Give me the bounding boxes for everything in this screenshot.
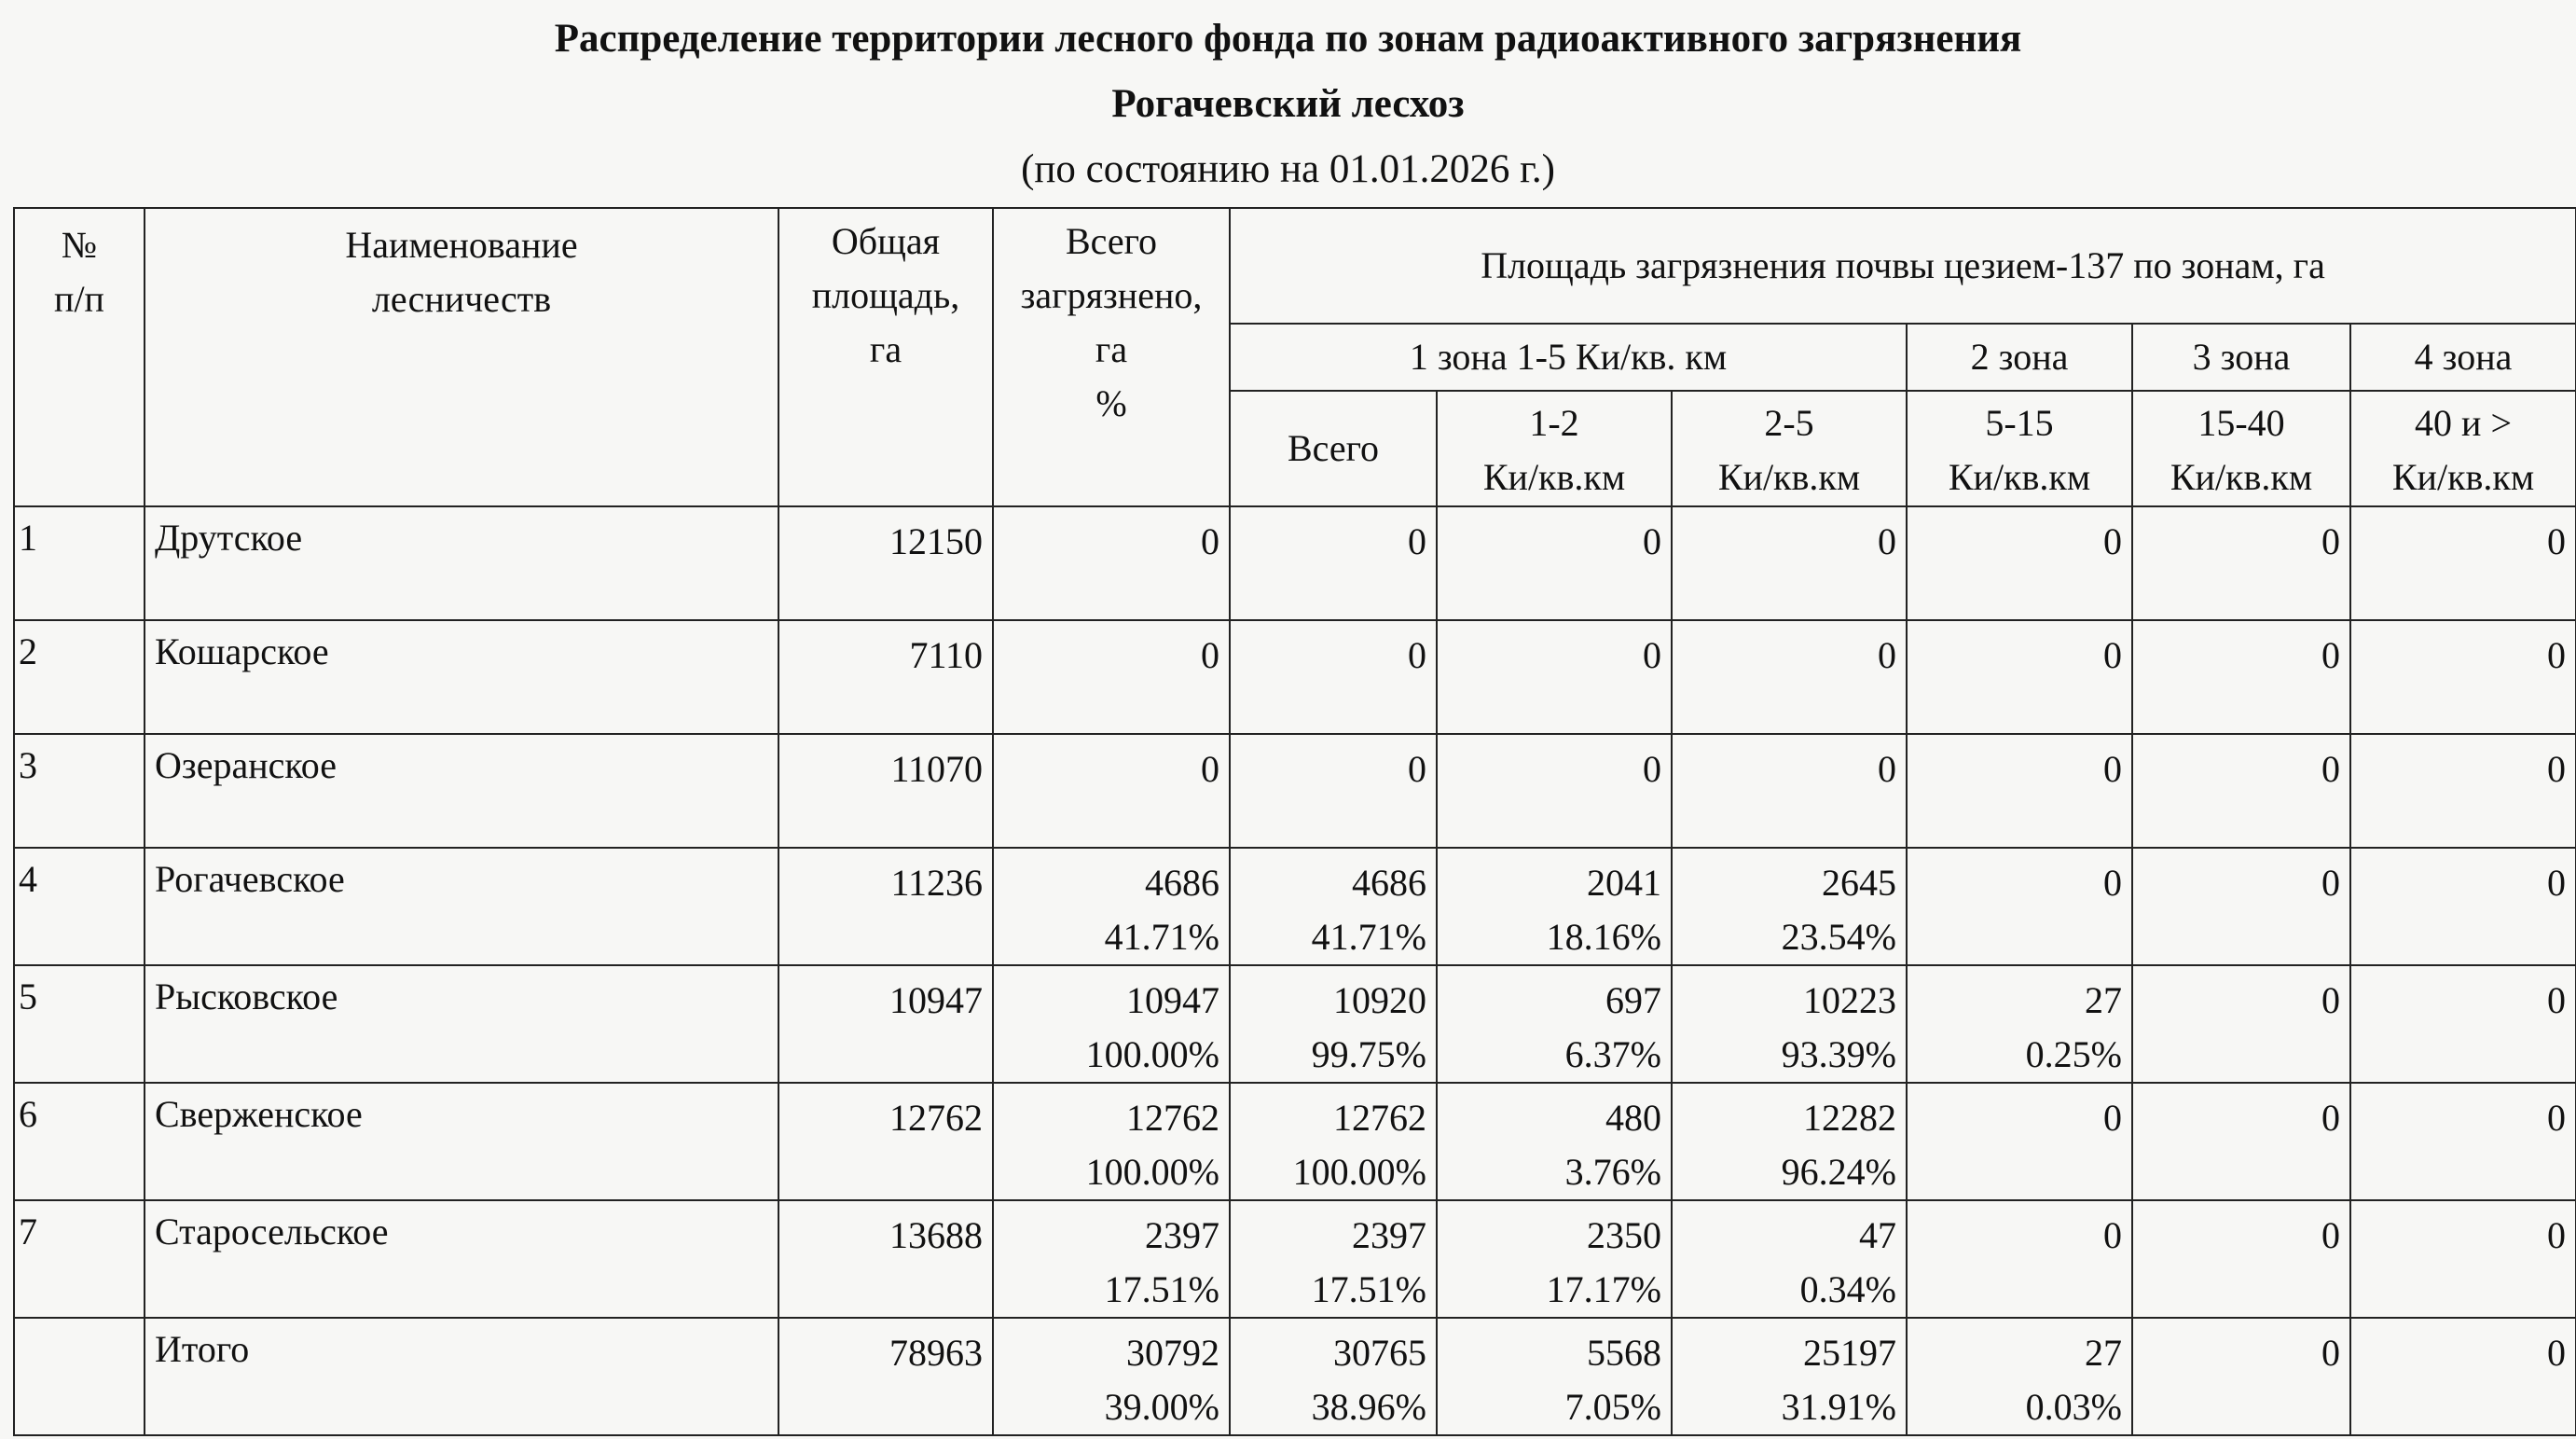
header-zone-4: 4 зона	[2350, 324, 2576, 391]
row-number: 1	[14, 506, 145, 620]
header-num: № п/п	[14, 208, 145, 506]
value-percent: 0.34%	[1799, 1268, 1896, 1310]
value-percent: 93.39%	[1781, 1033, 1896, 1075]
total-area-cell: 7110	[778, 620, 993, 734]
value-cell-z3	[2132, 848, 2350, 965]
document-subtitle: Рогачевский лесхоз	[1111, 82, 1465, 126]
value-ha: 0	[2321, 634, 2340, 676]
value-ha: 12762	[1333, 1097, 1426, 1139]
value-cell-z3	[2132, 620, 2350, 734]
value-percent: 0.03%	[2025, 1386, 2122, 1428]
row-number: 3	[14, 734, 145, 848]
value-percent: 6.37%	[1564, 1033, 1661, 1075]
value-ha: 697	[1605, 979, 1661, 1021]
value-ha: 0	[2547, 862, 2567, 904]
value-ha: 2350	[1587, 1214, 1661, 1256]
value-ha: 4686	[1145, 862, 1219, 904]
table-row	[14, 965, 2576, 1083]
value-cell-z2	[1907, 1318, 2132, 1435]
value-ha: 0	[1643, 520, 1661, 562]
value-ha: 0	[1643, 634, 1661, 676]
header-total-contaminated: Всего загрязнено, га %	[993, 208, 1230, 506]
value-cell-z1	[1230, 506, 1437, 620]
value-ha: 10947	[1126, 979, 1219, 1021]
value-cell-z1a	[1437, 620, 1672, 734]
forestry-name: Рысковское	[145, 965, 778, 1083]
value-cell-total	[993, 1318, 1230, 1435]
value-percent: 100.00%	[1085, 1033, 1219, 1075]
value-ha: 0	[2547, 520, 2567, 562]
value-cell-z1	[1230, 1200, 1437, 1318]
value-cell-z4	[2350, 734, 2576, 848]
header-contamination-group: Площадь загрязнения почвы цезием-137 по зонам, га	[1230, 208, 2576, 324]
value-ha: 12282	[1803, 1097, 1896, 1139]
value-cell-z4	[2350, 506, 2576, 620]
forestry-name: Кошарское	[145, 620, 778, 734]
forestry-name: Итого	[145, 1318, 778, 1435]
value-cell-z1b	[1672, 1318, 1907, 1435]
value-cell-z3	[2132, 734, 2350, 848]
value-ha: 4686	[1352, 862, 1426, 904]
forestry-name: Озеранское	[145, 734, 778, 848]
header-zone-4-range: 40 и > Ки/кв.км	[2350, 391, 2576, 506]
value-cell-z3	[2132, 1083, 2350, 1200]
row-number: 7	[14, 1200, 145, 1318]
total-area-cell: 13688	[778, 1200, 993, 1318]
table-row	[14, 1318, 2576, 1435]
value-cell-z3	[2132, 1200, 2350, 1318]
value-ha: 10920	[1333, 979, 1426, 1021]
total-area-cell: 10947	[778, 965, 993, 1083]
value-cell-z2	[1907, 734, 2132, 848]
value-ha: 0	[2103, 748, 2122, 790]
value-cell-z2	[1907, 1200, 2132, 1318]
value-cell-total	[993, 1083, 1230, 1200]
value-ha: 47	[1859, 1214, 1896, 1256]
value-cell-z2	[1907, 620, 2132, 734]
value-ha: 5568	[1587, 1332, 1661, 1374]
value-cell-z4	[2350, 848, 2576, 965]
forestry-name: Рогачевское	[145, 848, 778, 965]
value-cell-z1b	[1672, 848, 1907, 965]
document-title: Распределение территории лесного фонда по зонам радиоактивного загрязнения	[554, 17, 2022, 61]
total-area-cell: 12762	[778, 1083, 993, 1200]
table-row	[14, 506, 2576, 620]
value-cell-total	[993, 1200, 1230, 1318]
value-ha: 0	[2547, 1214, 2567, 1256]
value-percent: 41.71%	[1104, 916, 1219, 958]
forestry-name: Сверженское	[145, 1083, 778, 1200]
table-row	[14, 848, 2576, 965]
row-number: 5	[14, 965, 145, 1083]
value-ha: 0	[2103, 1214, 2122, 1256]
value-cell-z1b	[1672, 965, 1907, 1083]
value-percent: 38.96%	[1311, 1386, 1426, 1428]
value-cell-total	[993, 848, 1230, 965]
header-zone-3: 3 зона	[2132, 324, 2350, 391]
header-name: Наименование лесничеств	[145, 208, 778, 506]
value-ha: 0	[2547, 634, 2567, 676]
value-cell-z4	[2350, 1318, 2576, 1435]
value-cell-z1a	[1437, 1083, 1672, 1200]
value-cell-z1a	[1437, 734, 1672, 848]
value-cell-z1	[1230, 965, 1437, 1083]
value-percent: 96.24%	[1781, 1151, 1896, 1193]
table-row	[14, 734, 2576, 848]
value-ha: 0	[2321, 520, 2340, 562]
value-cell-z4	[2350, 965, 2576, 1083]
value-ha: 0	[1201, 520, 1219, 562]
value-cell-z4	[2350, 620, 2576, 734]
value-cell-z1a	[1437, 965, 1672, 1083]
value-percent: 3.76%	[1564, 1151, 1661, 1193]
forestry-name: Старосельское	[145, 1200, 778, 1318]
row-number	[14, 1318, 145, 1435]
value-ha: 30765	[1333, 1332, 1426, 1374]
value-cell-z1	[1230, 1083, 1437, 1200]
value-ha: 12762	[1126, 1097, 1219, 1139]
value-percent: 31.91%	[1781, 1386, 1896, 1428]
value-percent: 41.71%	[1311, 916, 1426, 958]
value-ha: 27	[2085, 979, 2122, 1021]
table-row	[14, 1083, 2576, 1200]
row-number: 6	[14, 1083, 145, 1200]
value-ha: 2397	[1145, 1214, 1219, 1256]
value-percent: 18.16%	[1546, 916, 1661, 958]
value-ha: 0	[1878, 520, 1896, 562]
value-cell-z4	[2350, 1083, 2576, 1200]
header-zone-1-range-1-2: 1-2 Ки/кв.км	[1437, 391, 1672, 506]
value-cell-total	[993, 965, 1230, 1083]
value-percent: 23.54%	[1781, 916, 1896, 958]
value-ha: 0	[2321, 1097, 2340, 1139]
value-percent: 39.00%	[1104, 1386, 1219, 1428]
value-ha: 0	[2321, 862, 2340, 904]
value-ha: 10223	[1803, 979, 1896, 1021]
value-cell-z3	[2132, 965, 2350, 1083]
value-cell-z1a	[1437, 1318, 1672, 1435]
value-ha: 0	[1878, 634, 1896, 676]
value-ha: 25197	[1803, 1332, 1896, 1374]
value-cell-z1	[1230, 734, 1437, 848]
total-area-cell: 11236	[778, 848, 993, 965]
document-date-line: (по состоянию на 01.01.2026 г.)	[1021, 147, 1555, 191]
value-ha: 0	[2547, 748, 2567, 790]
value-cell-z2	[1907, 965, 2132, 1083]
table-row	[14, 620, 2576, 734]
value-cell-z1a	[1437, 848, 1672, 965]
value-cell-z1b	[1672, 506, 1907, 620]
value-ha: 0	[2321, 1332, 2340, 1374]
header-zone-2: 2 зона	[1907, 324, 2132, 391]
value-percent: 99.75%	[1311, 1033, 1426, 1075]
total-area-cell: 12150	[778, 506, 993, 620]
value-cell-z1b	[1672, 620, 1907, 734]
value-cell-z1	[1230, 1318, 1437, 1435]
value-cell-total	[993, 506, 1230, 620]
value-cell-total	[993, 734, 1230, 848]
value-ha: 27	[2085, 1332, 2122, 1374]
value-ha: 0	[1878, 748, 1896, 790]
value-cell-z1a	[1437, 506, 1672, 620]
value-ha: 30792	[1126, 1332, 1219, 1374]
value-percent: 17.51%	[1311, 1268, 1426, 1310]
value-cell-z1	[1230, 848, 1437, 965]
value-ha: 0	[2321, 979, 2340, 1021]
total-area-cell: 11070	[778, 734, 993, 848]
value-cell-z1b	[1672, 1083, 1907, 1200]
value-ha: 0	[2103, 862, 2122, 904]
value-ha: 0	[2547, 1097, 2567, 1139]
header-zone-1: 1 зона 1-5 Ки/кв. км	[1230, 324, 1907, 391]
table-row	[14, 1200, 2576, 1318]
header-zone-2-range: 5-15 Ки/кв.км	[1907, 391, 2132, 506]
value-ha: 0	[2321, 748, 2340, 790]
row-number: 4	[14, 848, 145, 965]
value-cell-z1b	[1672, 1200, 1907, 1318]
value-percent: 17.51%	[1104, 1268, 1219, 1310]
value-percent: 100.00%	[1292, 1151, 1426, 1193]
value-cell-z3	[2132, 506, 2350, 620]
value-ha: 0	[2103, 520, 2122, 562]
value-percent: 7.05%	[1564, 1386, 1661, 1428]
value-ha: 0	[1643, 748, 1661, 790]
value-percent: 100.00%	[1085, 1151, 1219, 1193]
value-cell-z3	[2132, 1318, 2350, 1435]
value-cell-z1a	[1437, 1200, 1672, 1318]
value-ha: 0	[1408, 748, 1426, 790]
row-number: 2	[14, 620, 145, 734]
header-zone-1-total: Всего	[1230, 391, 1437, 506]
value-ha: 0	[1408, 634, 1426, 676]
header-zone-3-range: 15-40 Ки/кв.км	[2132, 391, 2350, 506]
value-ha: 0	[2547, 1332, 2567, 1374]
total-area-cell: 78963	[778, 1318, 993, 1435]
value-ha: 0	[2103, 634, 2122, 676]
value-ha: 0	[2321, 1214, 2340, 1256]
value-cell-total	[993, 620, 1230, 734]
value-cell-z2	[1907, 1083, 2132, 1200]
value-ha: 0	[1408, 520, 1426, 562]
header-zone-1-range-2-5: 2-5 Ки/кв.км	[1672, 391, 1907, 506]
value-cell-z2	[1907, 848, 2132, 965]
value-cell-z4	[2350, 1200, 2576, 1318]
value-percent: 17.17%	[1546, 1268, 1661, 1310]
value-ha: 0	[2547, 979, 2567, 1021]
value-percent: 0.25%	[2025, 1033, 2122, 1075]
value-ha: 0	[1201, 634, 1219, 676]
value-cell-z2	[1907, 506, 2132, 620]
value-ha: 2041	[1587, 862, 1661, 904]
contamination-table	[13, 207, 2576, 1436]
value-ha: 0	[1201, 748, 1219, 790]
value-ha: 2397	[1352, 1214, 1426, 1256]
header-total-area: Общая площадь, га	[778, 208, 993, 506]
value-cell-z1	[1230, 620, 1437, 734]
value-ha: 2645	[1822, 862, 1896, 904]
value-ha: 480	[1605, 1097, 1661, 1139]
forestry-name: Друтское	[145, 506, 778, 620]
value-ha: 0	[2103, 1097, 2122, 1139]
value-cell-z1b	[1672, 734, 1907, 848]
